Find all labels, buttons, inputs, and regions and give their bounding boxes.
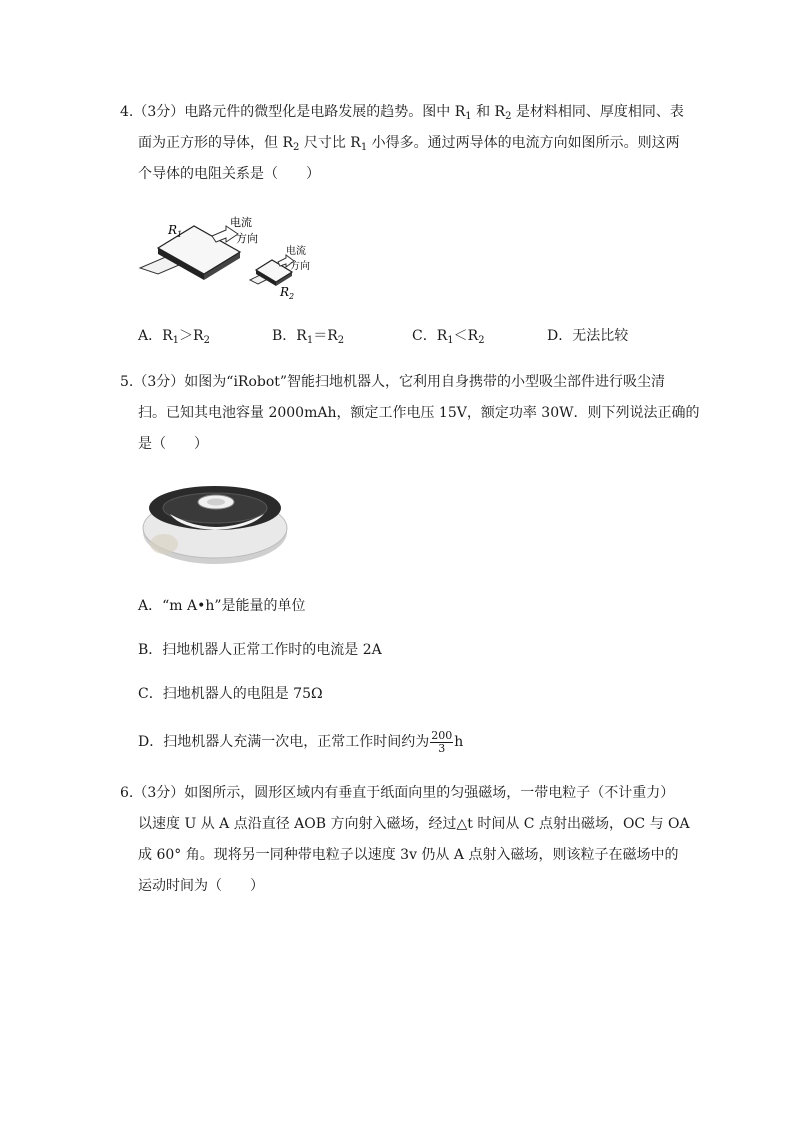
q5-line-1: 5.（3分）如图为“iRobot”智能扫地机器人，它利用自身携带的小型吸尘部件进行吸尘清: [120, 374, 666, 390]
r2-label: $R_2$: [280, 285, 295, 301]
q5-option-d[interactable]: D．扫地机器人充满一次电，正常工作时间约为 $\frac{200}{3}$ h: [138, 728, 464, 755]
q5-line-3: 是（ ）: [138, 436, 208, 452]
q4-option-b[interactable]: B．$R_1=R_2$: [272, 328, 345, 346]
q5-score: （3分）: [133, 374, 185, 390]
direction-label-2: 方向: [290, 261, 310, 272]
q5-figure-robot-image: [140, 478, 290, 568]
q4-line-3: 个导体的电阻关系是（ ）: [138, 166, 320, 182]
q6-line-2: 以速度 U 从 A 点沿直径 AOB 方向射入磁场，经过△t 时间从 C 点射出磁场，OC 与 OA: [138, 816, 690, 832]
q5-option-c[interactable]: C．扫地机器人的电阻是 75Ω: [138, 686, 323, 702]
q4-option-d[interactable]: D．无法比较: [547, 328, 629, 344]
q4-number: 4.: [120, 104, 134, 120]
q5-line-2: 扫。已知其电池容量 2000mAh，额定工作电压 15V，额定功率 30W．则下列说法正确的: [138, 405, 700, 421]
resistor-diagram: [138, 212, 338, 302]
q6-line-3: 成 60° 角。现将另一同种带电粒子以速度 3v 仍从 A 点射入磁场，则该粒子在磁场中的: [138, 847, 679, 863]
fraction: $\frac{200}{3}$: [431, 728, 453, 755]
q6-line-1: 6.（3分）如图所示，圆形区域内有垂直于纸面向里的匀强磁场，一带电粒子（不计重力）: [120, 785, 675, 801]
q4-score: （3分）: [133, 104, 185, 120]
q4-option-a[interactable]: A．$R_1>R_2$: [138, 328, 210, 346]
q5-option-a[interactable]: A．“m A•h”是能量的单位: [138, 598, 306, 614]
q6-line-4: 运动时间为（ ）: [138, 878, 264, 894]
q4-option-c[interactable]: C．$R_1<R_2$: [412, 328, 485, 346]
q5-number: 5.: [120, 374, 134, 390]
direction-label-1: 方向: [236, 232, 258, 245]
q6-number: 6.: [120, 785, 134, 801]
q4-line-1: 4.（3分）电路元件的微型化是电路发展的趋势。图中 $R_1$ 和 $R_2$ 是材料相同、厚度相同、表: [120, 104, 684, 122]
q5-option-b[interactable]: B．扫地机器人正常工作时的电流是 2A: [138, 642, 382, 658]
current-label-2: 电流: [286, 246, 306, 257]
robot-vacuum-icon: [140, 478, 290, 568]
q4-line-2: 面为正方形的导体，但 $R_2$ 尺寸比 $R_1$ 小得多。通过两导体的电流方向如图所示。则这两: [138, 135, 680, 153]
q6-score: （3分）: [133, 785, 185, 801]
current-label-1: 电流: [230, 216, 252, 229]
r1-label: $R_1$: [168, 223, 183, 239]
q4-figure-resistors: [138, 212, 338, 302]
